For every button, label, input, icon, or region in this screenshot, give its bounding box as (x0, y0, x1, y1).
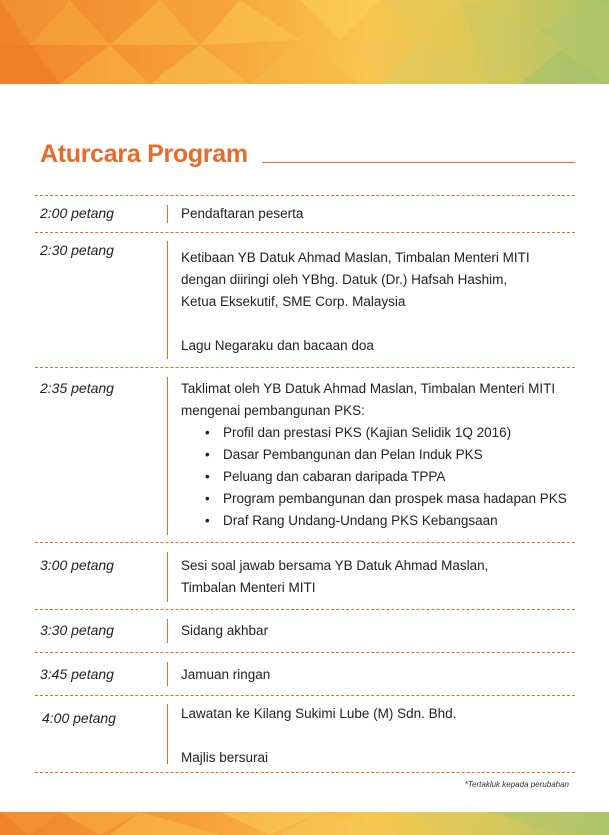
column-divider (167, 241, 168, 359)
time-label: 3:30 petang (40, 622, 114, 638)
footnote: *Tertakluk kepada perubahan (464, 780, 569, 789)
content-line: Timbalan Menteri MITI (181, 580, 316, 595)
time-label: 4:00 petang (42, 710, 116, 726)
schedule-row (35, 196, 575, 232)
geometric-pattern (0, 812, 609, 835)
row-content (181, 247, 575, 357)
row-content (181, 620, 575, 642)
column-divider (167, 377, 168, 535)
row-content (181, 664, 575, 686)
title-row (40, 140, 575, 170)
content-line: Sesi soal jawab bersama YB Datuk Ahmad Maslan, (181, 558, 489, 573)
time-label: 2:00 petang (40, 205, 114, 221)
content-line: Ketibaan YB Datuk Ahmad Maslan, Timbalan Menteri MITI (181, 250, 530, 265)
content-line: dengan diiringi oleh YBhg. Datuk (Dr.) Hafsah Hashim, (181, 272, 508, 287)
separator (35, 772, 575, 773)
column-divider (167, 205, 168, 223)
time-label: 2:35 petang (40, 380, 114, 396)
list-item: • Program pembangunan dan prospek masa hadapan PKS (181, 488, 575, 510)
list-item: • Dasar Pembangunan dan Pelan Induk PKS (181, 444, 575, 466)
row-content (181, 203, 575, 225)
schedule-row (35, 696, 575, 772)
content-line: Sidang akhbar (181, 623, 269, 638)
content-line: Lawatan ke Kilang Sukimi Lube (M) Sdn. Bhd. (181, 706, 457, 721)
title-underline (262, 162, 575, 163)
list-item: • Peluang dan cabaran daripada TPPA (181, 466, 575, 488)
content-line: Taklimat oleh YB Datuk Ahmad Maslan, Timbalan Menteri MITI (181, 381, 556, 396)
content-line: Jamuan ringan (181, 667, 271, 682)
column-divider (167, 662, 168, 686)
schedule-row (35, 543, 575, 609)
schedule-row (35, 233, 575, 367)
content-line: Ketua Eksekutif, SME Corp. Malaysia (181, 294, 406, 309)
top-banner (0, 0, 609, 84)
row-content (181, 555, 575, 599)
column-divider (167, 552, 168, 602)
schedule-row (35, 653, 575, 695)
list-item: • Profil dan prestasi PKS (Kajian Selidik 1Q 2016) (181, 422, 575, 444)
page-title: Aturcara Program (40, 140, 248, 168)
column-divider (167, 704, 168, 764)
time-label: 3:45 petang (40, 666, 114, 682)
geometric-pattern (0, 0, 609, 84)
schedule-row (35, 610, 575, 652)
list-item: • Draf Rang Undang-Undang PKS Kebangsaan (181, 510, 575, 532)
content-line: Pendaftaran peserta (181, 206, 304, 221)
topic-list (181, 422, 575, 532)
time-label: 2:30 petang (40, 242, 114, 258)
content-line: Lagu Negaraku dan bacaan doa (181, 338, 374, 353)
schedule-row (35, 368, 575, 542)
schedule-table (35, 195, 575, 773)
row-content (181, 703, 575, 769)
bottom-banner (0, 812, 609, 835)
time-label: 3:00 petang (40, 557, 114, 573)
content-line: mengenai pembangunan PKS: (181, 403, 365, 418)
row-content (181, 378, 575, 532)
content-line: Majlis bersurai (181, 750, 269, 765)
column-divider (167, 619, 168, 643)
